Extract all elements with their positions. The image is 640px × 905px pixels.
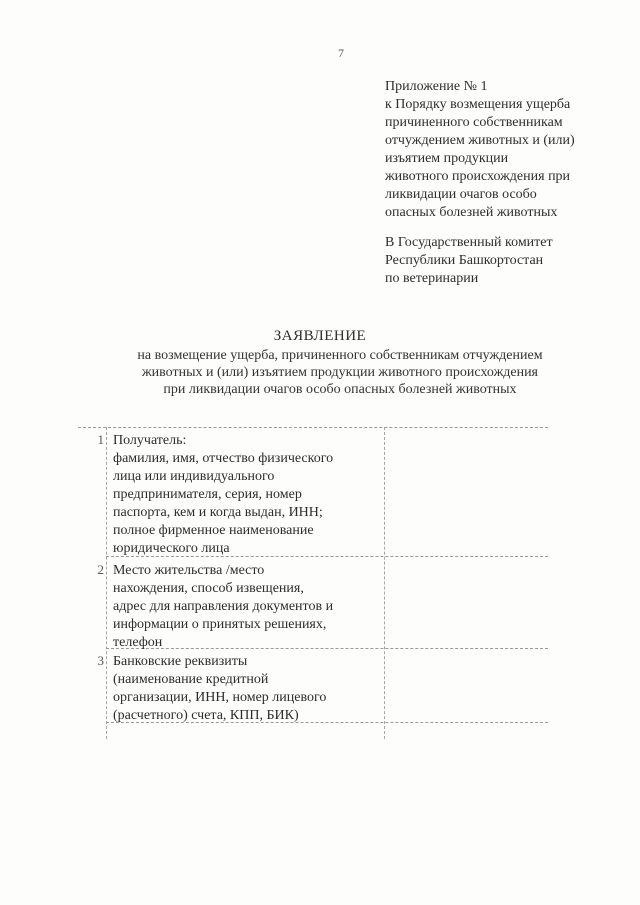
table-row: [78, 432, 548, 556]
appendix-line: причиненного собственникам: [385, 115, 563, 130]
row-label-line: (расчетного) счета, КПП, БИК): [113, 708, 299, 723]
appendix-line: отчуждением животных и (или): [385, 133, 575, 148]
row-label-line: юридического лица: [113, 541, 230, 556]
recipient-line: по ветеринарии: [385, 271, 479, 286]
row-label-line: предпринимателя, серия, номер: [113, 487, 302, 502]
row-label-line: лица или индивидуального: [113, 469, 275, 484]
table-row: [78, 562, 548, 648]
recipient-block: [385, 234, 635, 288]
row-label-line: Получатель:: [113, 433, 187, 448]
row-value-field[interactable]: [388, 653, 548, 725]
row-number: 1: [97, 432, 104, 447]
appendix-line: животного происхождения при: [385, 169, 571, 184]
appendix-block: [385, 78, 635, 222]
row-label: [113, 562, 381, 652]
table-row: [78, 653, 548, 725]
row-number: 3: [97, 653, 104, 668]
row-label-line: Место жительства /место: [113, 563, 265, 578]
row-label: [113, 432, 381, 558]
row-label: [113, 653, 381, 725]
subtitle-line: животных и (или) изъятием продукции животного происхождения: [142, 365, 538, 380]
appendix-line: изъятием продукции: [385, 151, 509, 166]
appendix-line: Приложение № 1: [385, 79, 488, 94]
row-label-line: (наименование кредитной: [113, 672, 269, 687]
subtitle-line: при ликвидации очагов особо опасных болезней животных: [163, 382, 517, 397]
row-label-line: полное фирменное наименование: [113, 523, 314, 538]
appendix-line: ликвидации очагов особо: [385, 187, 537, 202]
row-label-line: адрес для направления документов и: [113, 599, 334, 614]
row-label-line: телефон: [113, 635, 163, 650]
row-label-line: организации, ИНН, номер лицевого: [113, 690, 327, 705]
row-number: 2: [97, 562, 104, 577]
recipient-line: Республики Башкортостан: [385, 253, 544, 268]
appendix-line: к Порядку возмещения ущерба: [385, 97, 571, 112]
row-label-line: нахождения, способ извещения,: [113, 581, 304, 596]
row-label-line: Банковские реквизиты: [113, 654, 248, 669]
row-label-line: информации о принятых решениях,: [113, 617, 327, 632]
page-number: 7: [338, 46, 344, 60]
document-title: ЗАЯВЛЕНИЕ: [273, 328, 367, 344]
subtitle-line: на возмещение ущерба, причиненного собственникам отчуждением: [137, 348, 543, 363]
row-value-field[interactable]: [388, 562, 548, 648]
row-value-field[interactable]: [388, 432, 548, 556]
recipient-line: В Государственный комитет: [385, 235, 553, 250]
appendix-line: опасных болезней животных: [385, 205, 558, 220]
table-top-rule: [78, 427, 548, 428]
row-label-line: фамилия, имя, отчество физического: [113, 451, 334, 466]
document-subtitle: [90, 347, 590, 398]
row-label-line: паспорта, кем и когда выдан, ИНН;: [113, 505, 323, 520]
